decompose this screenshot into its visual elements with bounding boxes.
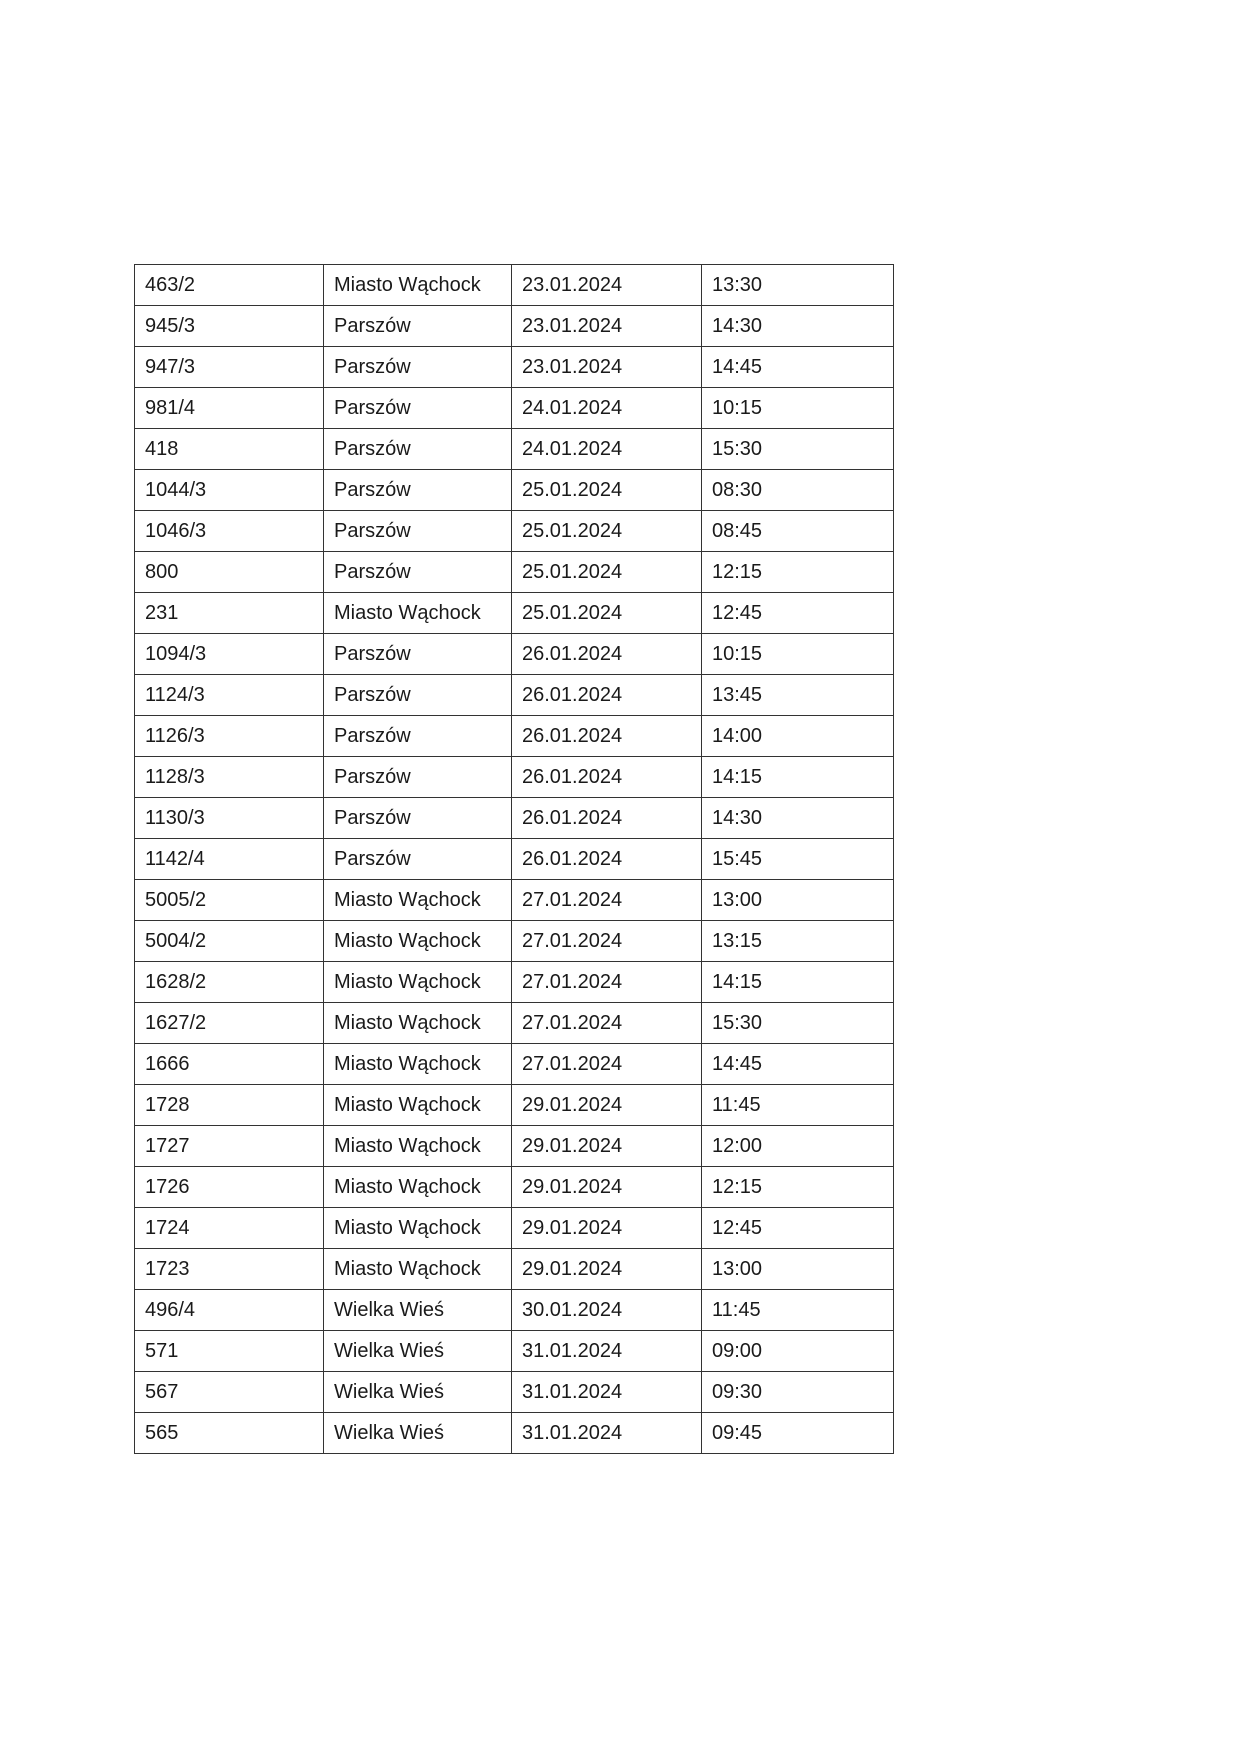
table-row — [135, 1372, 894, 1413]
table-row — [135, 880, 894, 921]
date-cell: 27.01.2024 — [512, 1003, 702, 1044]
plot-number-cell: 1126/3 — [135, 716, 324, 757]
date-cell: 29.01.2024 — [512, 1249, 702, 1290]
table-row — [135, 839, 894, 880]
time-cell: 14:15 — [702, 757, 894, 798]
table-row — [135, 634, 894, 675]
plot-number-cell: 1128/3 — [135, 757, 324, 798]
time-cell: 12:00 — [702, 1126, 894, 1167]
time-cell: 14:15 — [702, 962, 894, 1003]
time-cell: 14:45 — [702, 1044, 894, 1085]
plot-number-cell: 571 — [135, 1331, 324, 1372]
date-cell: 26.01.2024 — [512, 634, 702, 675]
time-cell: 11:45 — [702, 1290, 894, 1331]
time-cell: 11:45 — [702, 1085, 894, 1126]
plot-number-cell: 1044/3 — [135, 470, 324, 511]
location-cell: Miasto Wąchock — [324, 962, 512, 1003]
date-cell: 25.01.2024 — [512, 470, 702, 511]
table-row — [135, 675, 894, 716]
date-cell: 23.01.2024 — [512, 347, 702, 388]
plot-number-cell: 565 — [135, 1413, 324, 1454]
plot-number-cell: 1627/2 — [135, 1003, 324, 1044]
date-cell: 26.01.2024 — [512, 675, 702, 716]
location-cell: Miasto Wąchock — [324, 1085, 512, 1126]
table-row — [135, 798, 894, 839]
plot-number-cell: 567 — [135, 1372, 324, 1413]
table-row — [135, 1413, 894, 1454]
time-cell: 13:30 — [702, 265, 894, 306]
location-cell: Parszów — [324, 306, 512, 347]
table-row — [135, 962, 894, 1003]
date-cell: 27.01.2024 — [512, 962, 702, 1003]
date-cell: 29.01.2024 — [512, 1208, 702, 1249]
time-cell: 13:45 — [702, 675, 894, 716]
plot-number-cell: 496/4 — [135, 1290, 324, 1331]
table-row — [135, 429, 894, 470]
table-row — [135, 1085, 894, 1126]
table-row — [135, 1208, 894, 1249]
plot-number-cell: 1724 — [135, 1208, 324, 1249]
location-cell: Parszów — [324, 347, 512, 388]
location-cell: Parszów — [324, 798, 512, 839]
time-cell: 12:45 — [702, 593, 894, 634]
location-cell: Miasto Wąchock — [324, 593, 512, 634]
plot-number-cell: 231 — [135, 593, 324, 634]
date-cell: 30.01.2024 — [512, 1290, 702, 1331]
time-cell: 14:45 — [702, 347, 894, 388]
schedule-table-body — [135, 265, 894, 1454]
date-cell: 31.01.2024 — [512, 1372, 702, 1413]
time-cell: 15:30 — [702, 1003, 894, 1044]
date-cell: 25.01.2024 — [512, 511, 702, 552]
date-cell: 26.01.2024 — [512, 716, 702, 757]
date-cell: 25.01.2024 — [512, 593, 702, 634]
time-cell: 09:30 — [702, 1372, 894, 1413]
time-cell: 14:30 — [702, 798, 894, 839]
location-cell: Wielka Wieś — [324, 1331, 512, 1372]
plot-number-cell: 463/2 — [135, 265, 324, 306]
table-row — [135, 552, 894, 593]
location-cell: Parszów — [324, 675, 512, 716]
date-cell: 24.01.2024 — [512, 388, 702, 429]
location-cell: Miasto Wąchock — [324, 1044, 512, 1085]
date-cell: 31.01.2024 — [512, 1331, 702, 1372]
time-cell: 10:15 — [702, 634, 894, 675]
location-cell: Parszów — [324, 429, 512, 470]
table-row — [135, 470, 894, 511]
location-cell: Miasto Wąchock — [324, 880, 512, 921]
date-cell: 25.01.2024 — [512, 552, 702, 593]
table-row — [135, 716, 894, 757]
table-row — [135, 1167, 894, 1208]
plot-number-cell: 1130/3 — [135, 798, 324, 839]
plot-number-cell: 5005/2 — [135, 880, 324, 921]
location-cell: Miasto Wąchock — [324, 1249, 512, 1290]
time-cell: 12:15 — [702, 552, 894, 593]
table-row — [135, 593, 894, 634]
location-cell: Miasto Wąchock — [324, 921, 512, 962]
plot-number-cell: 1723 — [135, 1249, 324, 1290]
table-row — [135, 511, 894, 552]
location-cell: Parszów — [324, 552, 512, 593]
plot-number-cell: 1046/3 — [135, 511, 324, 552]
date-cell: 27.01.2024 — [512, 880, 702, 921]
date-cell: 29.01.2024 — [512, 1167, 702, 1208]
time-cell: 13:00 — [702, 880, 894, 921]
table-row — [135, 1290, 894, 1331]
plot-number-cell: 1727 — [135, 1126, 324, 1167]
location-cell: Parszów — [324, 716, 512, 757]
plot-number-cell: 947/3 — [135, 347, 324, 388]
date-cell: 31.01.2024 — [512, 1413, 702, 1454]
time-cell: 08:45 — [702, 511, 894, 552]
table-row — [135, 757, 894, 798]
date-cell: 26.01.2024 — [512, 798, 702, 839]
plot-number-cell: 1726 — [135, 1167, 324, 1208]
plot-number-cell: 1666 — [135, 1044, 324, 1085]
time-cell: 13:15 — [702, 921, 894, 962]
schedule-table — [134, 264, 894, 1454]
time-cell: 13:00 — [702, 1249, 894, 1290]
location-cell: Wielka Wieś — [324, 1413, 512, 1454]
location-cell: Parszów — [324, 757, 512, 798]
time-cell: 14:00 — [702, 716, 894, 757]
location-cell: Miasto Wąchock — [324, 1167, 512, 1208]
date-cell: 29.01.2024 — [512, 1126, 702, 1167]
plot-number-cell: 1142/4 — [135, 839, 324, 880]
plot-number-cell: 418 — [135, 429, 324, 470]
date-cell: 29.01.2024 — [512, 1085, 702, 1126]
location-cell: Wielka Wieś — [324, 1372, 512, 1413]
table-row — [135, 265, 894, 306]
time-cell: 12:45 — [702, 1208, 894, 1249]
location-cell: Parszów — [324, 634, 512, 675]
time-cell: 15:45 — [702, 839, 894, 880]
plot-number-cell: 981/4 — [135, 388, 324, 429]
time-cell: 09:00 — [702, 1331, 894, 1372]
time-cell: 10:15 — [702, 388, 894, 429]
time-cell: 12:15 — [702, 1167, 894, 1208]
plot-number-cell: 800 — [135, 552, 324, 593]
date-cell: 26.01.2024 — [512, 839, 702, 880]
time-cell: 09:45 — [702, 1413, 894, 1454]
table-row — [135, 1331, 894, 1372]
location-cell: Miasto Wąchock — [324, 1003, 512, 1044]
plot-number-cell: 1728 — [135, 1085, 324, 1126]
table-row — [135, 1003, 894, 1044]
date-cell: 27.01.2024 — [512, 1044, 702, 1085]
date-cell: 24.01.2024 — [512, 429, 702, 470]
table-row — [135, 1126, 894, 1167]
date-cell: 26.01.2024 — [512, 757, 702, 798]
table-row — [135, 1044, 894, 1085]
table-row — [135, 388, 894, 429]
location-cell: Miasto Wąchock — [324, 1208, 512, 1249]
plot-number-cell: 945/3 — [135, 306, 324, 347]
location-cell: Parszów — [324, 511, 512, 552]
time-cell: 15:30 — [702, 429, 894, 470]
location-cell: Miasto Wąchock — [324, 1126, 512, 1167]
plot-number-cell: 1094/3 — [135, 634, 324, 675]
location-cell: Wielka Wieś — [324, 1290, 512, 1331]
table-row — [135, 347, 894, 388]
time-cell: 08:30 — [702, 470, 894, 511]
location-cell: Parszów — [324, 470, 512, 511]
plot-number-cell: 1124/3 — [135, 675, 324, 716]
plot-number-cell: 5004/2 — [135, 921, 324, 962]
table-row — [135, 921, 894, 962]
location-cell: Parszów — [324, 388, 512, 429]
plot-number-cell: 1628/2 — [135, 962, 324, 1003]
time-cell: 14:30 — [702, 306, 894, 347]
date-cell: 27.01.2024 — [512, 921, 702, 962]
location-cell: Parszów — [324, 839, 512, 880]
table-row — [135, 306, 894, 347]
location-cell: Miasto Wąchock — [324, 265, 512, 306]
date-cell: 23.01.2024 — [512, 265, 702, 306]
table-row — [135, 1249, 894, 1290]
date-cell: 23.01.2024 — [512, 306, 702, 347]
